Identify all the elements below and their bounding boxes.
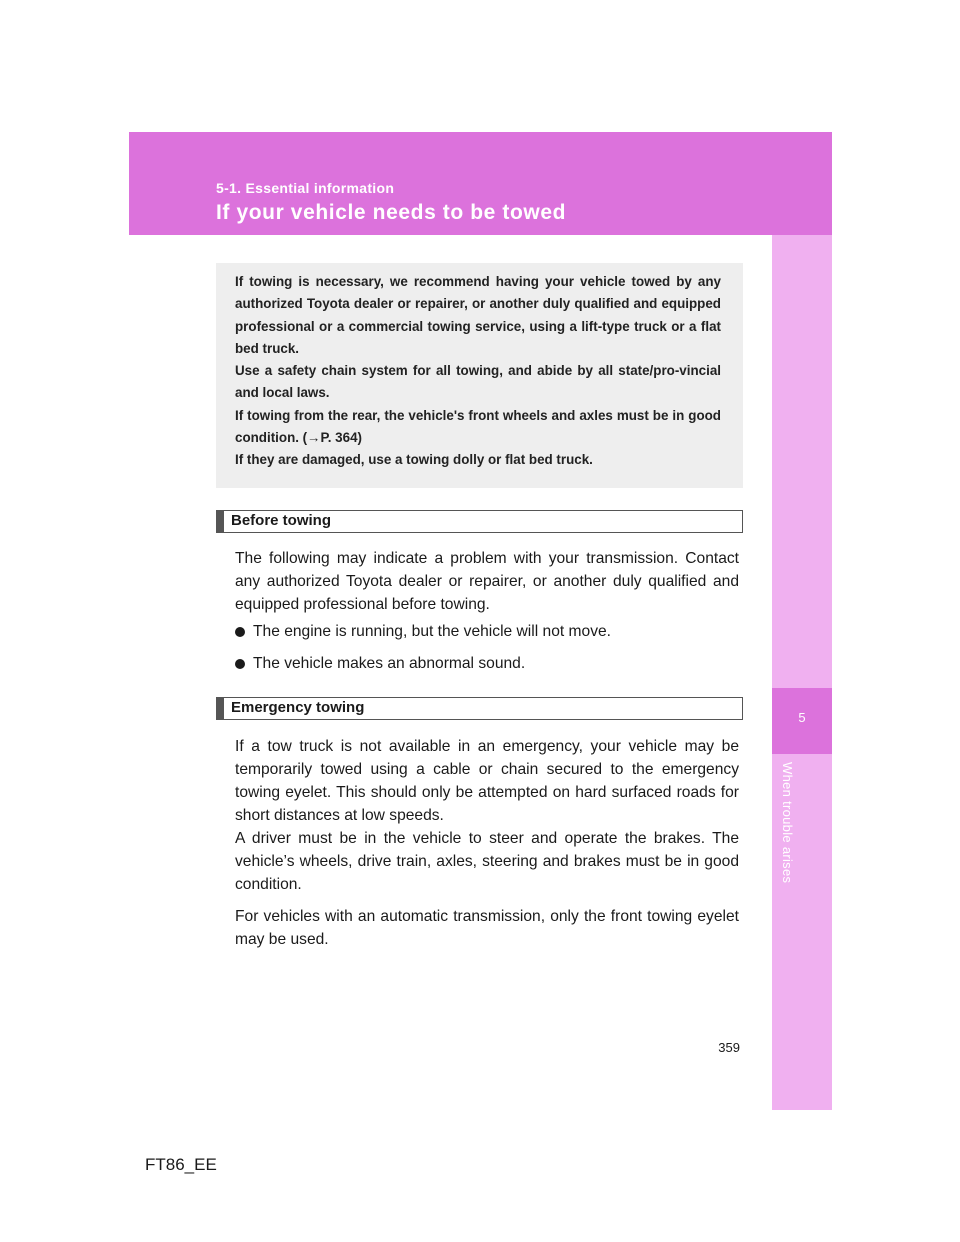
- list-item: [235, 623, 611, 641]
- before-towing-heading: Before towing: [231, 512, 331, 529]
- bullet-icon: [235, 659, 245, 669]
- chapter-side-tab[interactable]: [772, 235, 832, 1110]
- emergency-towing-heading-bar: [216, 697, 743, 720]
- intro-box: [216, 263, 743, 488]
- intro-paragraph: If towing is necessary, we recommend having your vehicle towed by any authorized Toyota dealer or repairer, or another duly qualified and equipped professional or a commercial towing service, using a lift-type truck or a flat bed truck.: [235, 274, 721, 356]
- emergency-towing-body: [235, 735, 739, 951]
- heading-marker: [217, 698, 224, 719]
- before-towing-text: The following may indicate a problem with your transmission. Contact any authorized Toyota dealer or repairer, or another duly qualified and equipped professional before towing.: [235, 550, 739, 613]
- document-code: FT86_EE: [145, 1155, 217, 1174]
- list-item-text: The engine is running, but the vehicle will not move.: [253, 623, 611, 640]
- intro-paragraph: If they are damaged, use a towing dolly or flat bed truck.: [235, 452, 593, 468]
- before-towing-paragraph: [235, 547, 739, 616]
- intro-paragraph-page-ref: If towing from the rear, the vehicle's front wheels and axles must be in good condition. (→P. 364): [235, 407, 721, 446]
- list-item-text: The vehicle makes an abnormal sound.: [253, 655, 526, 672]
- list-item: [235, 655, 525, 673]
- emergency-towing-paragraph: A driver must be in the vehicle to steer and operate the brakes. The vehicle’s wheels, drive train, axles, steering and brakes must be in good condition.: [235, 830, 739, 893]
- emergency-towing-heading: Emergency towing: [231, 699, 365, 716]
- chapter-number: 5: [798, 710, 806, 725]
- page-number: 359: [718, 1040, 740, 1055]
- bullet-icon: [235, 627, 245, 637]
- section-number: 5-1. Essential information: [216, 180, 395, 196]
- emergency-towing-paragraph: For vehicles with an automatic transmission, only the front towing eyelet may be used.: [235, 908, 739, 948]
- before-towing-heading-bar: [216, 510, 743, 533]
- page-title: If your vehicle needs to be towed: [216, 201, 567, 224]
- chapter-title: When trouble arises: [780, 762, 795, 884]
- heading-marker: [217, 511, 224, 532]
- intro-paragraph: Use a safety chain system for all towing, and abide by all state/pro-vincial and local laws.: [235, 363, 721, 401]
- emergency-towing-paragraph: If a tow truck is not available in an emergency, your vehicle may be temporarily towed using a cable or chain secured to the emergency towing eyelet. This should only be attempted on hard surfaced roads for short distances at low speeds.: [235, 738, 739, 824]
